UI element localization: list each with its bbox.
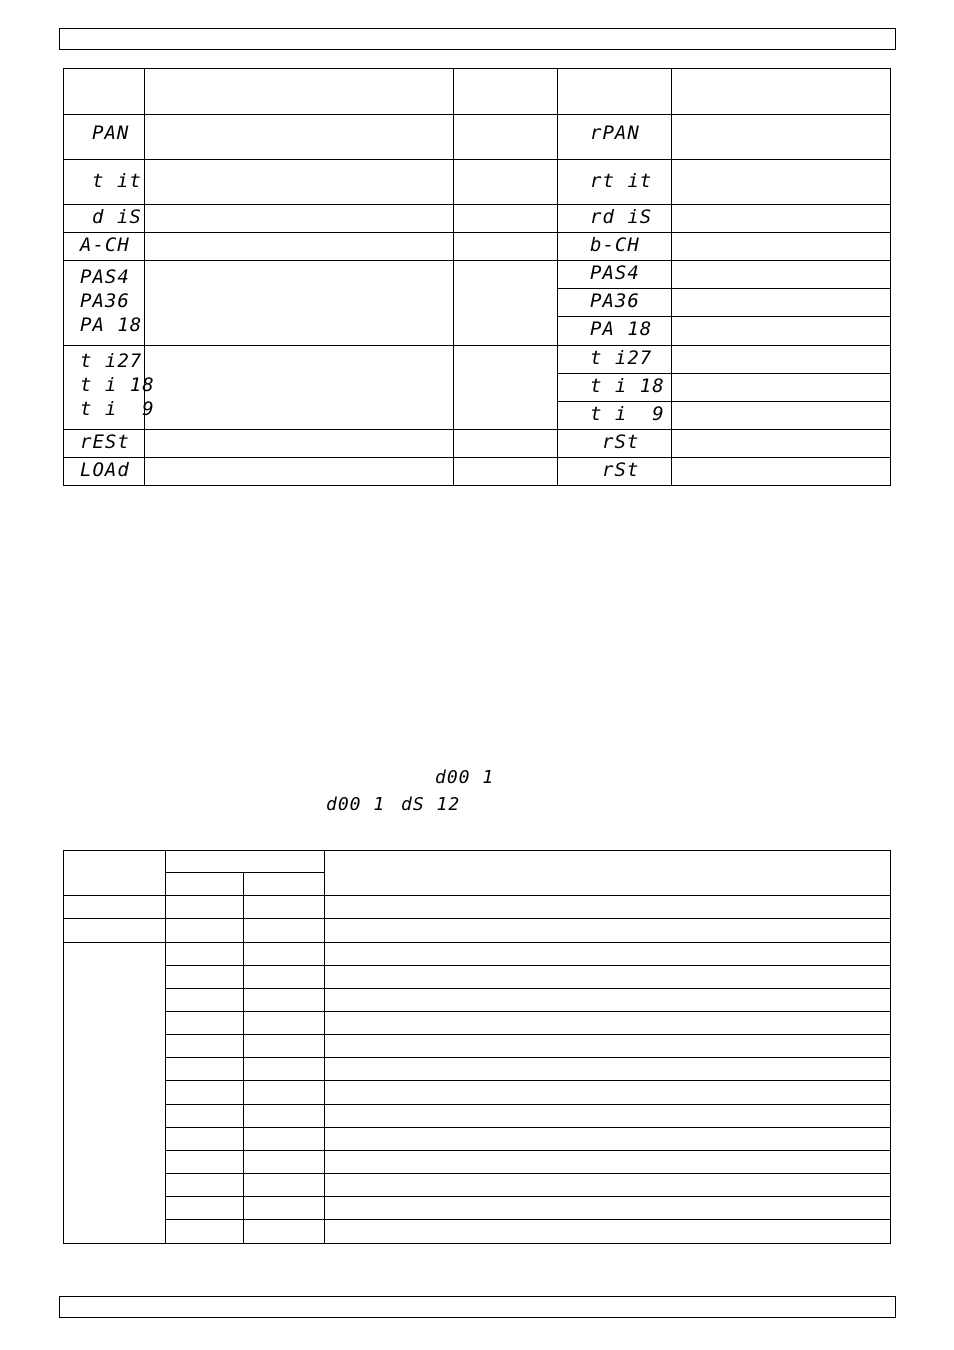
lcd-code-left: t i 18: [80, 374, 155, 396]
lcd-code-left: t i 9: [80, 398, 155, 420]
lcd-code-right: rSt: [602, 431, 640, 453]
lcd-code-left: d iS: [92, 206, 142, 228]
lcd-code-right: b-CH: [590, 234, 640, 256]
lcd-code-right: t i 9: [590, 403, 665, 425]
dmx-table-grid: [63, 850, 891, 1244]
lcd-code-left: A-CH: [80, 234, 130, 256]
lcd-code-left: PAN: [92, 122, 130, 144]
lcd-code-left: PA36: [80, 290, 130, 312]
lcd-code-left: PA 18: [80, 314, 143, 336]
lcd-code-right: PAS4: [590, 262, 640, 284]
lcd-text-code: d00 1: [326, 794, 386, 815]
lcd-code-left: t i27: [80, 350, 143, 372]
lcd-code-right: t i 18: [590, 375, 665, 397]
lcd-code-left: PAS4: [80, 266, 130, 288]
lcd-code-right: rd iS: [590, 206, 653, 228]
lcd-text-code: d00 1: [435, 767, 495, 788]
page-footer-frame: [59, 1296, 896, 1318]
lcd-code-left: rESt: [80, 431, 130, 453]
lcd-code-left: t it: [92, 170, 142, 192]
lcd-code-right: PA 18: [590, 318, 653, 340]
lcd-code-right: rSt: [602, 459, 640, 481]
lcd-text-code: dS 12: [401, 794, 461, 815]
lcd-code-right: t i27: [590, 347, 653, 369]
lcd-code-right: rt it: [590, 170, 653, 192]
lcd-code-right: rPAN: [590, 122, 640, 144]
lcd-code-left: LOAd: [80, 459, 130, 481]
lcd-code-right: PA36: [590, 290, 640, 312]
